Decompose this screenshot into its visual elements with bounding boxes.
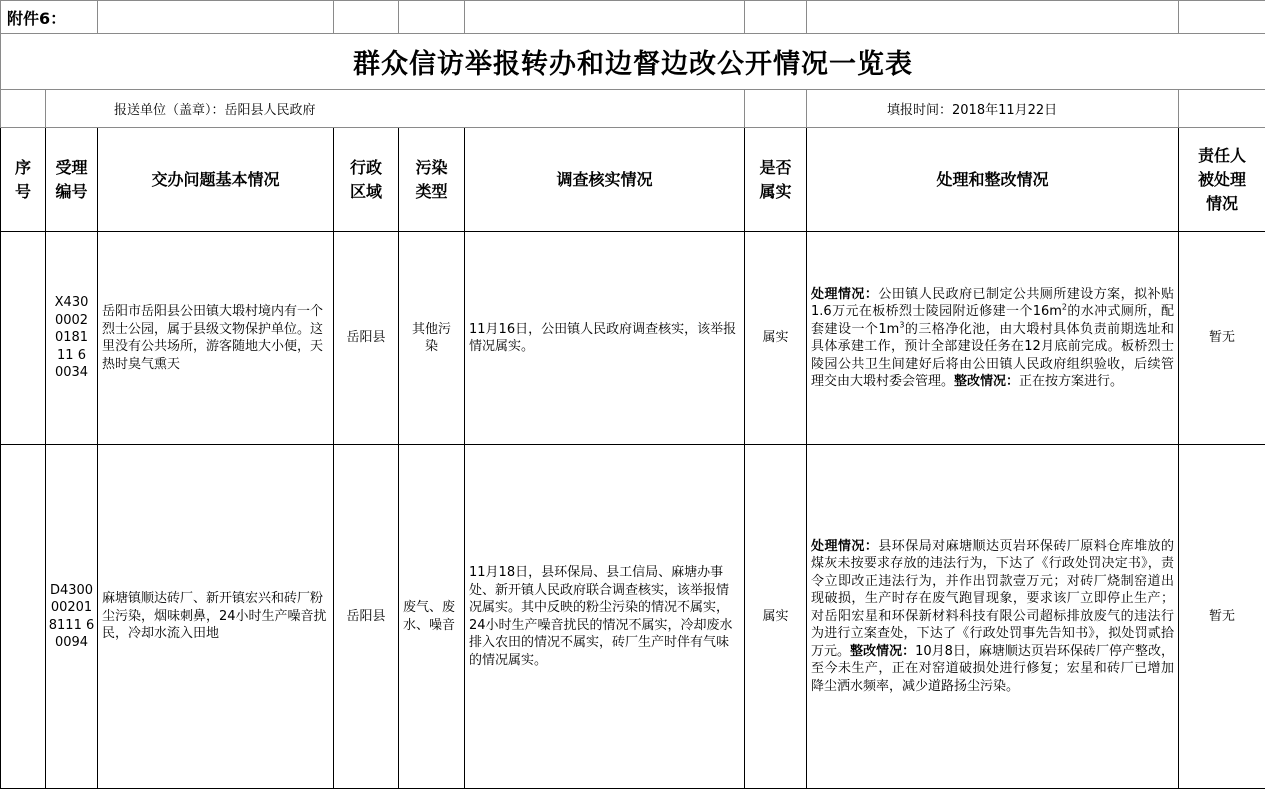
row-pollution[interactable]: 其他污染 <box>399 232 465 445</box>
empty-cell[interactable] <box>465 1 745 34</box>
row-seq[interactable] <box>1 445 46 789</box>
row-verified[interactable]: 属实 <box>745 232 807 445</box>
rectification-label: 整改情况： <box>850 644 915 659</box>
empty-cell[interactable] <box>807 1 1179 34</box>
header-row <box>1 128 1265 232</box>
report-unit[interactable]: 报送单位（盖章）：岳阳县人民政府 <box>46 90 745 128</box>
empty-cell[interactable] <box>98 1 334 34</box>
handling-text: 的三格净化池，由大塅村具体负责前期选址和具体承建工作，预计全部建设任务在12月底前完成。板桥烈士陵园公共卫生间建好后将由公田镇人民政府组织验收，后续管理交由大塅村委会管理。 <box>811 322 1174 390</box>
header-pollution[interactable]: 污染类型 <box>399 128 465 232</box>
handling-text: 县环保局对麻塘顺达页岩环保砖厂原料仓库堆放的煤灰未按要求存放的违法行为，下达了《行政处罚决定书》，责令立即改正违法行为，并作出罚款壹万元；对砖厂烧制窑道出现破损，生产时存在废气跑冒现象，要求该厂立即停止生产；对岳阳宏星和环保新材料科技有限公司超标排放废气的违法行为进行立案查处，下达了《行政处罚事先告知书》，拟处罚贰拾万元。 <box>811 539 1174 659</box>
row-case-no[interactable]: D4300002018111 60094 <box>46 445 98 789</box>
table-row <box>1 445 1265 789</box>
row-accountability[interactable]: 暂无 <box>1179 232 1265 445</box>
row-pollution[interactable]: 废气、废水、噪音 <box>399 445 465 789</box>
header-accountability[interactable]: 责任人被处理情况 <box>1179 128 1265 232</box>
row-problem[interactable]: 岳阳市岳阳县公田镇大塅村境内有一个烈士公园，属于县级文物保护单位。这里没有公共场所，游客随地大小便，天热时臭气熏天 <box>98 232 334 445</box>
handling-label: 处理情况： <box>811 539 878 554</box>
row-investigation[interactable]: 11月16日，公田镇人民政府调查核实，该举报情况属实。 <box>465 232 745 445</box>
superscript: 3 <box>899 320 904 329</box>
rectification-text: 10月8日，麻塘顺达页岩环保砖厂停产整改，至今未生产，正在对窑道破损处进行修复；宏星和砖厂已增加降尘洒水频率，减少道路扬尘污染。 <box>811 644 1174 694</box>
row-handling[interactable] <box>807 232 1179 445</box>
empty-cell[interactable] <box>1179 1 1265 34</box>
empty-cell[interactable] <box>334 1 399 34</box>
row-case-no[interactable]: X4300002018111 60034 <box>46 232 98 445</box>
empty-cell[interactable] <box>1 90 46 128</box>
handling-text: 的水冲式厕所，配套建设一个1m <box>811 304 1174 337</box>
row-handling[interactable] <box>807 445 1179 789</box>
header-handling[interactable]: 处理和整改情况 <box>807 128 1179 232</box>
page-title[interactable]: 群众信访举报转办和边督边改公开情况一览表 <box>1 34 1265 90</box>
row-accountability[interactable]: 暂无 <box>1179 445 1265 789</box>
rectification-label: 整改情况： <box>954 374 1019 389</box>
empty-cell[interactable] <box>399 1 465 34</box>
row-problem[interactable]: 麻塘镇顺达砖厂、新开镇宏兴和砖厂粉尘污染，烟味刺鼻，24小时生产噪音扰民，冷却水流入田地 <box>98 445 334 789</box>
table-row <box>1 232 1265 445</box>
empty-cell[interactable] <box>745 1 807 34</box>
empty-cell[interactable] <box>1179 90 1265 128</box>
row-seq[interactable] <box>1 232 46 445</box>
empty-cell[interactable] <box>745 90 807 128</box>
handling-label: 处理情况： <box>811 287 878 302</box>
rectification-text: 正在按方案进行。 <box>1019 374 1123 389</box>
meta-row <box>1 90 1265 128</box>
row-verified[interactable]: 属实 <box>745 445 807 789</box>
row-region[interactable]: 岳阳县 <box>334 445 399 789</box>
header-case-no[interactable]: 受理编号 <box>46 128 98 232</box>
row-region[interactable]: 岳阳县 <box>334 232 399 445</box>
header-problem[interactable]: 交办问题基本情况 <box>98 128 334 232</box>
handling-text: 公田镇人民政府已制定公共厕所建设方案，拟补贴1.6万元在板桥烈士陵园附近修建一个16m <box>811 287 1174 320</box>
row-investigation[interactable]: 11月18日，县环保局、县工信局、麻塘办事处、新开镇人民政府联合调查核实，该举报情况属实。其中反映的粉尘污染的情况不属实，24小时生产噪音扰民的情况不属实，冷却废水排入农田的情况不属实，砖厂生产时伴有气味的情况属实。 <box>465 445 745 789</box>
header-verified[interactable]: 是否属实 <box>745 128 807 232</box>
superscript: 2 <box>1062 303 1067 312</box>
title-row <box>1 34 1265 90</box>
fill-time[interactable]: 填报时间：2018年11月22日 <box>807 90 1179 128</box>
annex-row <box>1 1 1265 34</box>
header-region[interactable]: 行政区域 <box>334 128 399 232</box>
annex-label[interactable]: 附件6： <box>1 1 98 34</box>
header-seq[interactable]: 序号 <box>1 128 46 232</box>
header-investigation[interactable]: 调查核实情况 <box>465 128 745 232</box>
